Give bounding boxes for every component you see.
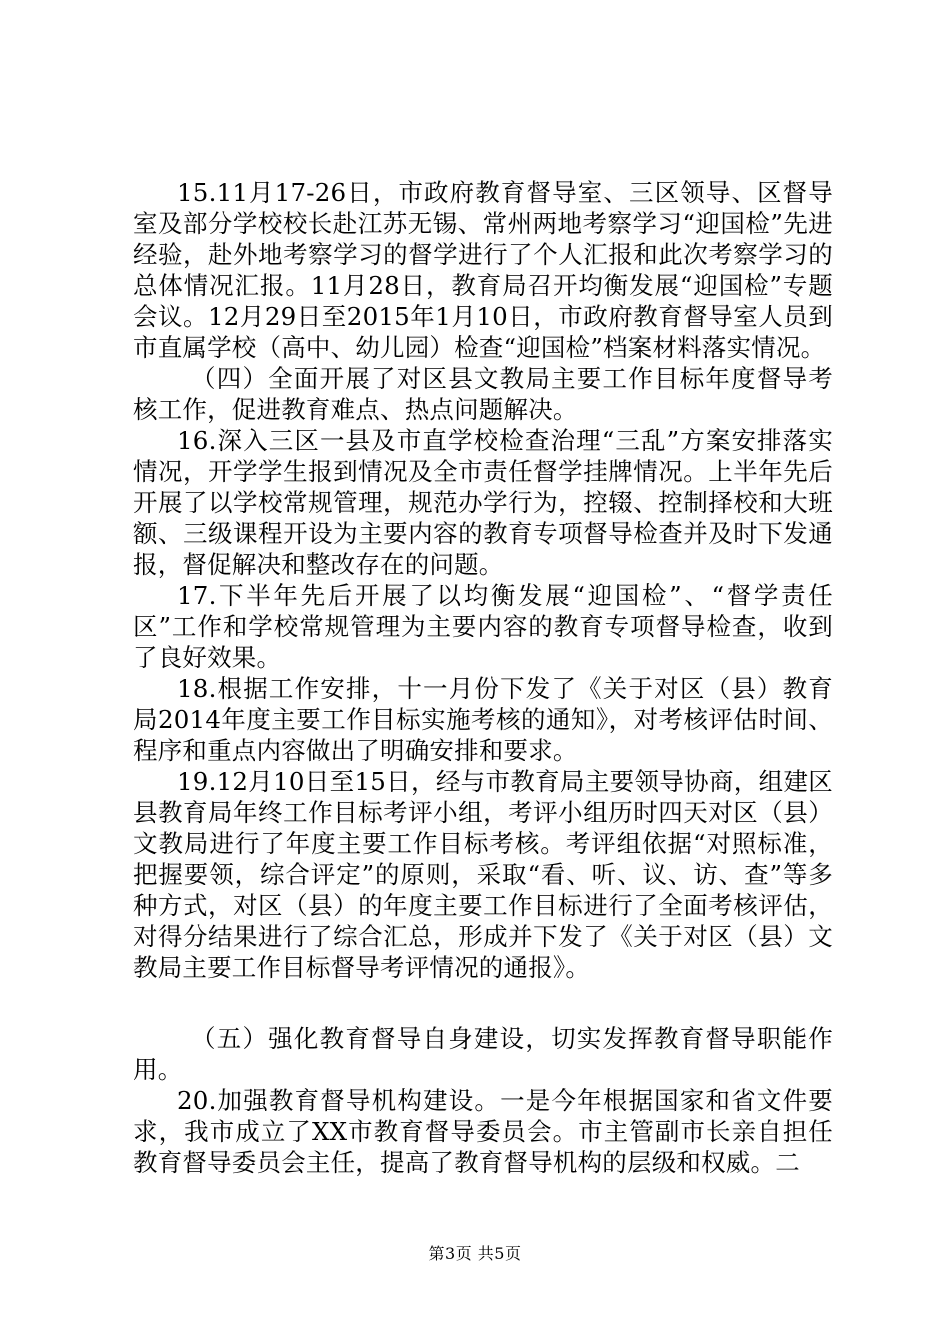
section-heading-5: （五）强化教育督导自身建设，切实发挥教育督导职能作用。 <box>133 1024 833 1084</box>
paragraph-item-15: 15.11月17-26日，市政府教育督导室、三区领导、区督导室及部分学校校长赴江苏无锡、常州两地考察学习“迎国检”先进经验，赴外地考察学习的督学进行了个人汇报和此次考察学习的总体情况汇报。11月28日，教育局召开均衡发展“迎国检”专题会议。12月29日至2015年1月10日，市政府教育督导室人员到市直属学校（高中、幼儿园）检查“迎国检”档案材料落实情况。 <box>133 178 833 362</box>
paragraph-item-17: 17.下半年先后开展了以均衡发展“迎国检”、“督学责任区”工作和学校常规管理为主要内容的教育专项督导检查，收到了良好效果。 <box>133 581 833 672</box>
paragraph-item-18: 18.根据工作安排，十一月份下发了《关于对区（县）教育局2014年度主要工作目标实施考核的通知》，对考核评估时间、程序和重点内容做出了明确安排和要求。 <box>133 674 833 765</box>
paragraph-item-20: 20.加强教育督导机构建设。一是今年根据国家和省文件要求，我市成立了XX市教育督导委员会。市主管副市长亲自担任教育督导委员会主任，提高了教育督导机构的层级和权威。二 <box>133 1086 833 1177</box>
document-body <box>133 177 833 1178</box>
page-number-footer: 第3页 共5页 <box>428 1244 522 1263</box>
section-heading-4: （四）全面开展了对区县文教局主要工作目标年度督导考核工作，促进教育难点、热点问题解决。 <box>133 364 833 424</box>
paragraph-item-19: 19.12月10日至15日，经与市教育局主要领导协商，组建区县教育局年终工作目标考评小组，考评小组历时四天对区（县）文教局进行了年度主要工作目标考核。考评组依据“对照标准，把握要领，综合评定”的原则，采取“看、听、议、访、查”等多种方式，对区（县）的年度主要工作目标进行了全面考核评估，对得分结果进行了综合汇总，形成并下发了《关于对区（县）文教局主要工作目标督导考评情况的通报》。 <box>133 767 833 982</box>
paragraph-item-16: 16.深入三区一县及市直学校检查治理“三乱”方案安排落实情况，开学学生报到情况及全市责任督学挂牌情况。上半年先后开展了以学校常规管理，规范办学行为，控辍、控制择校和大班额、三级课程开设为主要内容的教育专项督导检查并及时下发通报，督促解决和整改存在的问题。 <box>133 426 833 579</box>
